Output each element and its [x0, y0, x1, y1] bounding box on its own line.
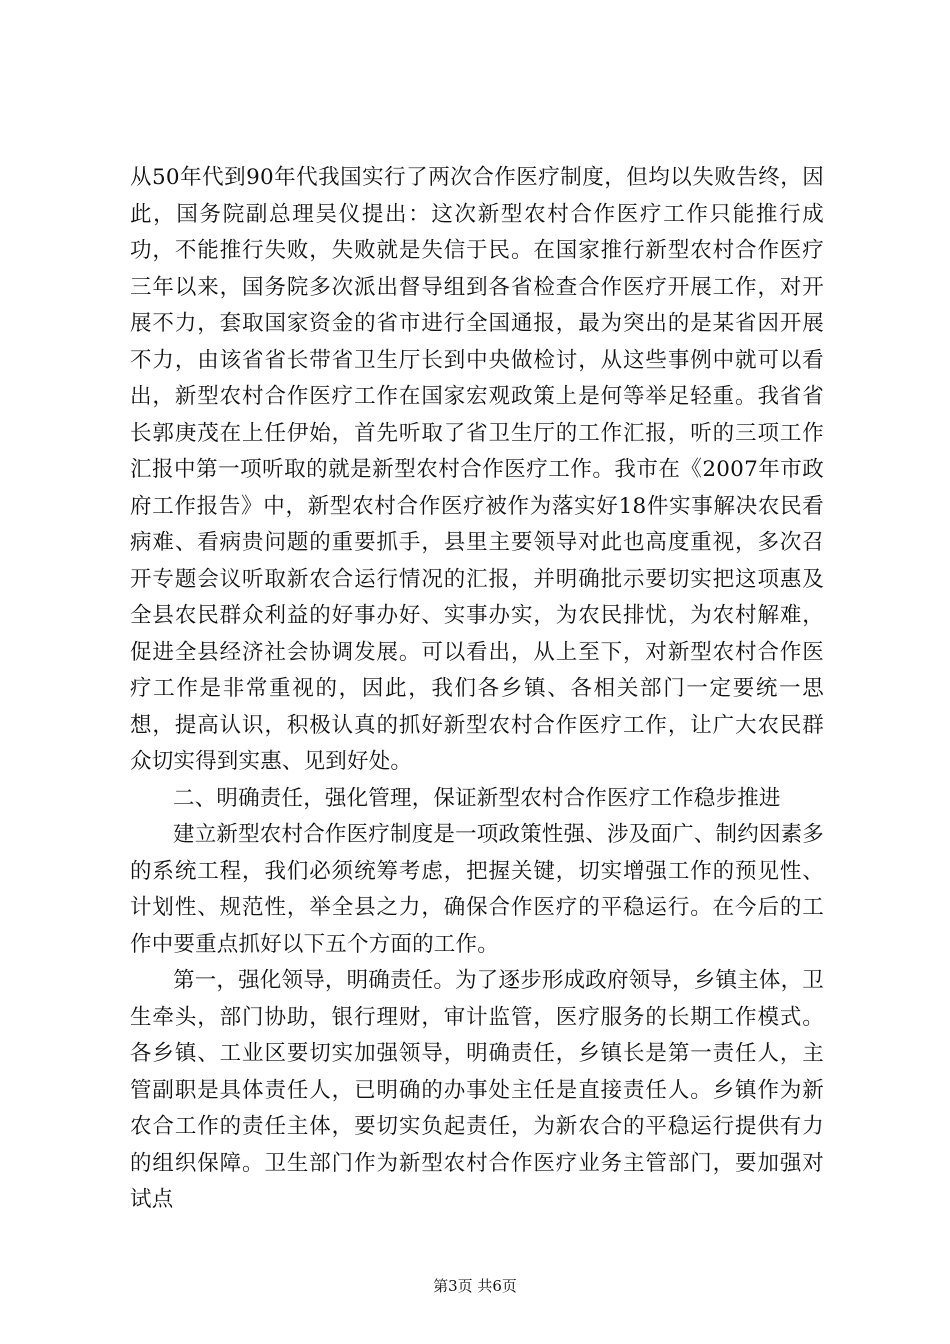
paragraph-3: 第一，强化领导，明确责任。为了逐步形成政府领导，乡镇主体，卫生牵头，部门协助，银行理财，审计监管，医疗服务的长期工作模式。各乡镇、工业区要切实加强领导，明确责任，乡镇长是第一责任人，主管副职是具体责任人，已明确的办事处主任是直接责任人。乡镇作为新农合工作的责任主体，要切实负起责任，为新农合的平稳运行提供有力的组织保障。卫生部门作为新型农村合作医疗业务主管部门，要加强对试点	[130, 968, 825, 1212]
page-footer: 第3页 共6页	[433, 1277, 517, 1295]
document-body	[130, 160, 824, 1219]
paragraph-2: 建立新型农村合作医疗制度是一项政策性强、涉及面广、制约因素多的系统工程，我们必须统筹考虑，把握关键，切实增强工作的预见性、计划性、规范性，举全县之力，确保合作医疗的平稳运行。在今后的工作中要重点抓好以下五个方面的工作。	[130, 822, 825, 957]
paragraph-1: 从50年代到90年代我国实行了两次合作医疗制度，但均以失败告终，因此，国务院副总理吴仪提出：这次新型农村合作医疗工作只能推行成功，不能推行失败，失败就是失信于民。在国家推行新型农村合作医疗三年以来，国务院多次派出督导组到各省检查合作医疗开展工作，对开展不力，套取国家资金的省市进行全国通报，最为突出的是某省因开展不力，由该省省长带省卫生厅长到中央做检讨，从这些事例中就可以看出，新型农村合作医疗工作在国家宏观政策上是何等举足轻重。我省省长郭庚茂在上任伊始，首先听取了省卫生厅的工作汇报，听的三项工作汇报中第一项听取的就是新型农村合作医疗工作。我市在《2007年市政府工作报告》中，新型农村合作医疗被作为落实好18件实事解决农民看病难、看病贵问题的重要抓手，县里主要领导对此也高度重视，多次召开专题会议听取新农合运行情况的汇报，并明确批示要切实把这项惠及全县农民群众利益的好事办好、实事办实，为农民排忧，为农村解难，促进全县经济社会协调发展。可以看出，从上至下，对新型农村合作医疗工作是非常重视的，因此，我们各乡镇、各相关部门一定要统一思想，提高认识，积极认真的抓好新型农村合作医疗工作，让广大农民群众切实得到实惠、见到好处。	[130, 165, 824, 774]
section-heading: 二、明确责任，强化管理，保证新型农村合作医疗工作稳步推进	[173, 785, 781, 811]
